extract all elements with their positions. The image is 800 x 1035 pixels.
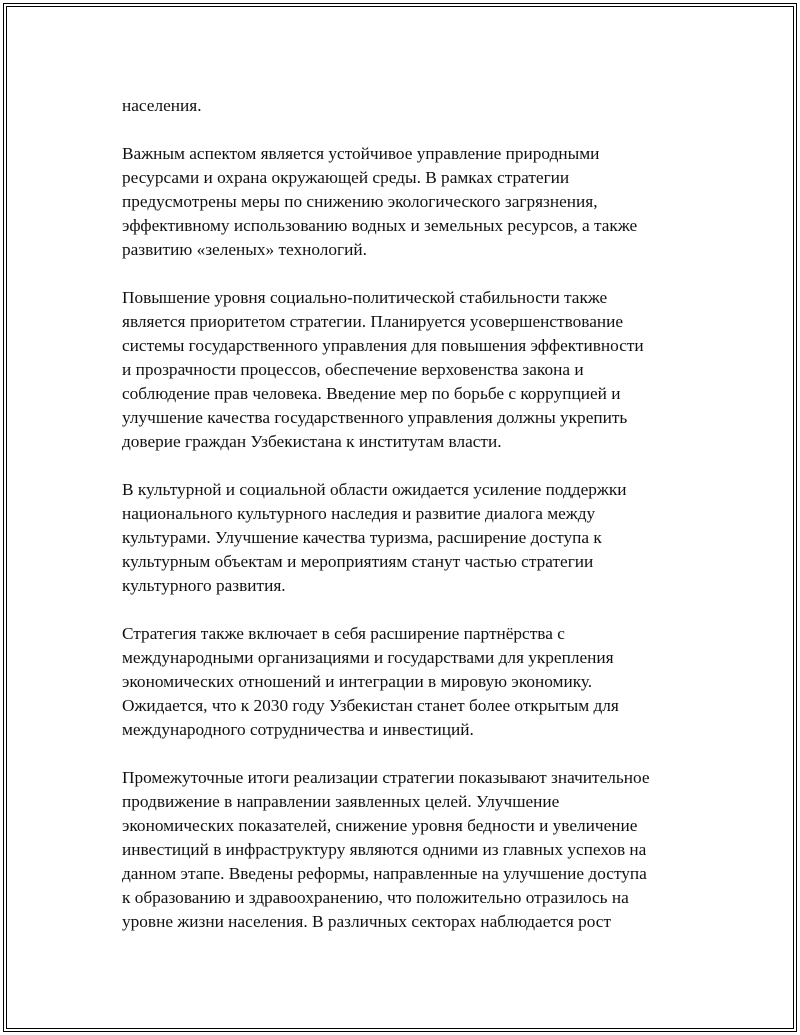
paragraph (122, 94, 702, 118)
text-line: Промежуточные итоги реализации стратегии показывают значительное (122, 768, 650, 787)
text-line: данном этапе. Введены реформы, направленные на улучшение доступа (122, 864, 647, 883)
paragraph (122, 766, 702, 934)
text-line: улучшение качества государственного управления должны укрепить (122, 408, 628, 427)
text-line: культурным объектам и мероприятиям станут частью стратегии (122, 552, 594, 571)
text-line: является приоритетом стратегии. Планируется усовершенствование (122, 312, 624, 331)
text-line: Важным аспектом является устойчивое управление природными (122, 144, 600, 163)
text-line: эффективному использованию водных и земельных ресурсов, а также (122, 216, 638, 235)
paragraph (122, 286, 702, 454)
text-line: и прозрачности процессов, обеспечение верховенства закона и (122, 360, 584, 379)
text-line: экономических показателей, снижение уровня бедности и увеличение (122, 816, 638, 835)
text-line: экономических отношений и интеграции в мировую экономику. (122, 672, 593, 691)
text-line: культурами. Улучшение качества туризма, расширение доступа к (122, 528, 602, 547)
text-line: Стратегия также включает в себя расширение партнёрства с (122, 624, 565, 643)
text-line: международными организациями и государствами для укрепления (122, 648, 614, 667)
text-line: Ожидается, что к 2030 году Узбекистан станет более открытым для (122, 696, 619, 715)
paragraph (122, 622, 702, 742)
text-line: культурного развития. (122, 576, 286, 595)
text-line: В культурной и социальной области ожидается усиление поддержки (122, 480, 627, 499)
text-line: национального культурного наследия и развитие диалога между (122, 504, 596, 523)
text-line: продвижение в направлении заявленных целей. Улучшение (122, 792, 560, 811)
text-line: ресурсами и охрана окружающей среды. В рамках стратегии (122, 168, 570, 187)
paragraph (122, 478, 702, 598)
text-line: соблюдение прав человека. Введение мер по борьбе с коррупцией и (122, 384, 621, 403)
document-body (122, 94, 702, 958)
text-line: Повышение уровня социально-политической стабильности также (122, 288, 608, 307)
document-page (3, 3, 797, 1032)
text-line: инвестиций в инфраструктуру являются одними из главных успехов на (122, 840, 647, 859)
text-line: уровне жизни населения. В различных секторах наблюдается рост (122, 912, 612, 931)
paragraph (122, 142, 702, 262)
text-line: предусмотрены меры по снижению экологического загрязнения, (122, 192, 598, 211)
text-line: международного сотрудничества и инвестиций. (122, 720, 474, 739)
text-line: населения. (122, 96, 202, 115)
text-line: к образованию и здравоохранению, что положительно отразилось на (122, 888, 629, 907)
text-line: системы государственного управления для повышения эффективности (122, 336, 644, 355)
text-line: доверие граждан Узбекистана к институтам власти. (122, 432, 502, 451)
text-line: развитию «зеленых» технологий. (122, 240, 367, 259)
